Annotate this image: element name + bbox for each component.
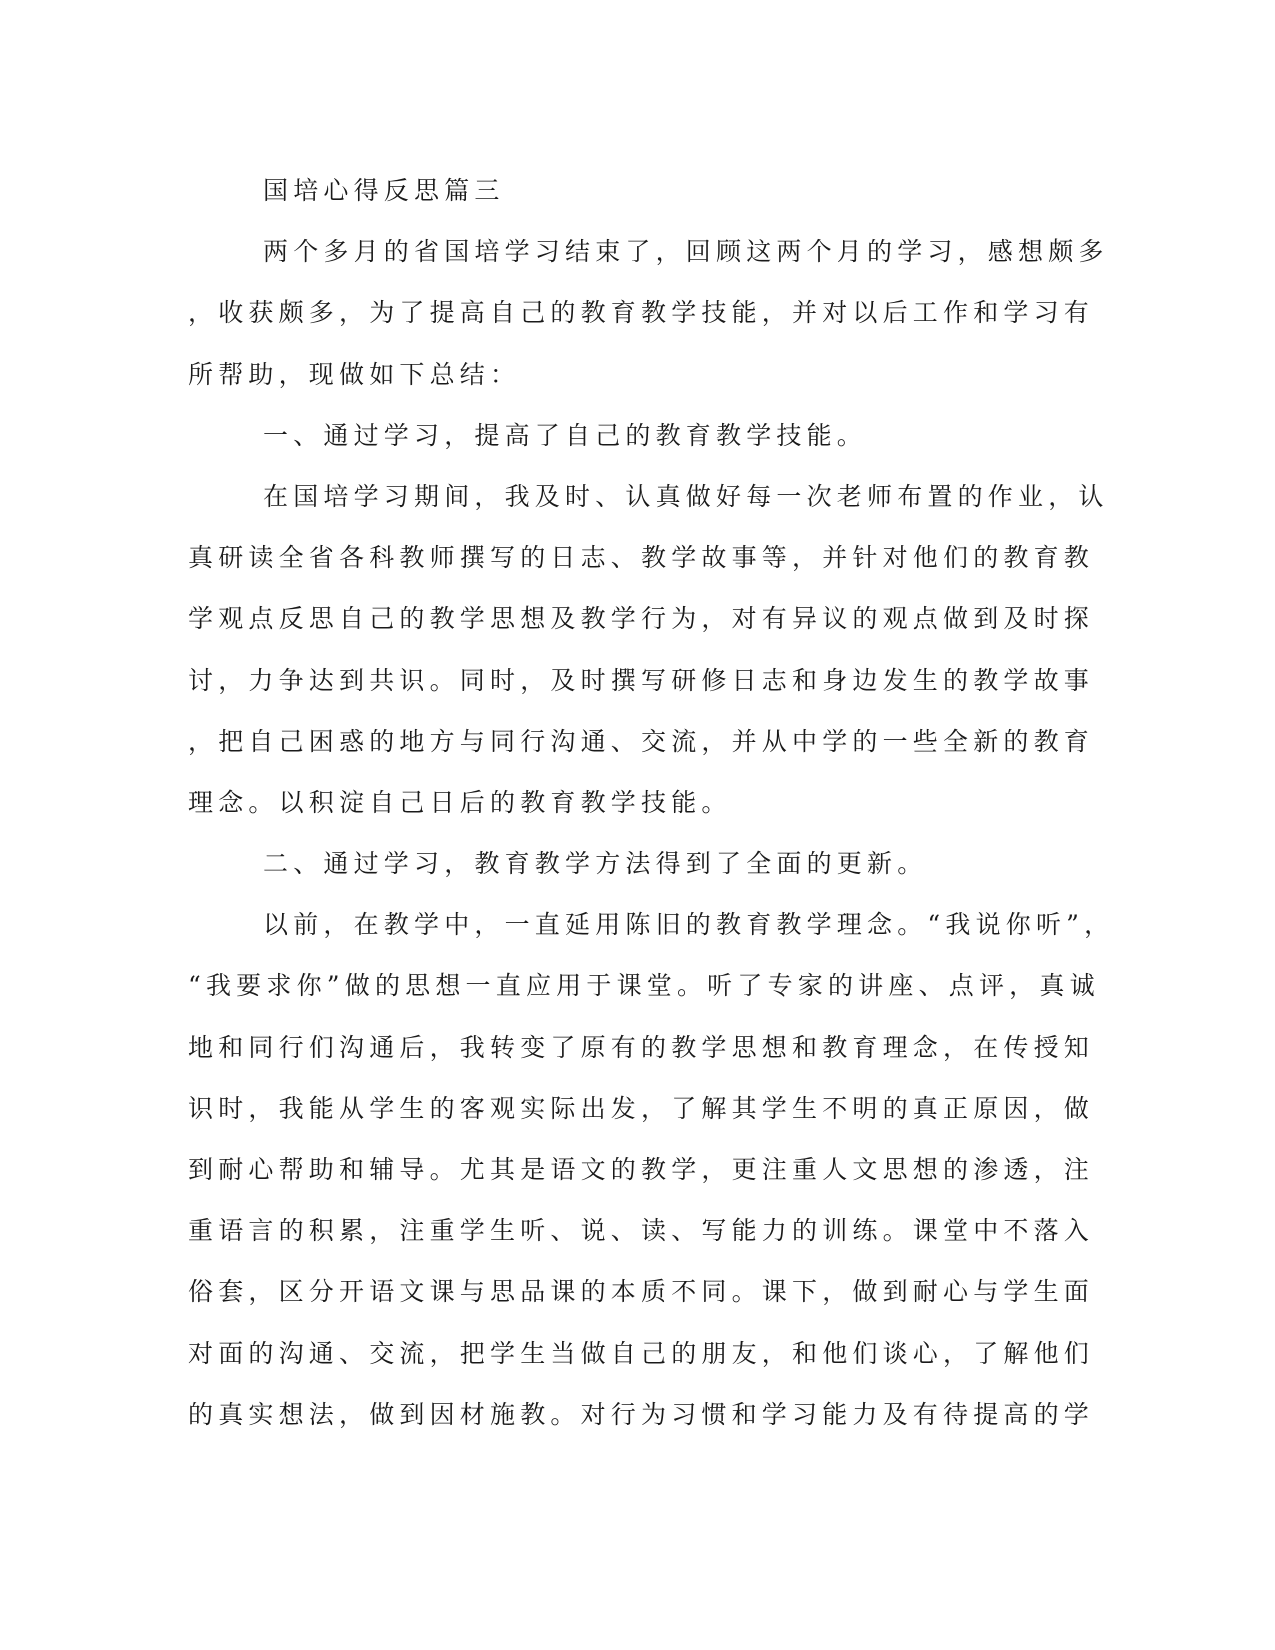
text-line: 到耐心帮助和辅导。尤其是语文的教学，更注重人文思想的渗透，注 — [188, 1155, 1095, 1184]
text-line: 两个多月的省国培学习结束了，回顾这两个月的学习，感想颇多 — [263, 237, 1109, 267]
text-line: 的真实想法，做到因材施教。对行为习惯和学习能力及有待提高的学 — [188, 1399, 1095, 1429]
text-line: 所帮助，现做如下总结： — [188, 359, 521, 389]
text-line: 理念。以积淀自己日后的教育教学技能。 — [188, 787, 732, 817]
text-line: 真研读全省各科教师撰写的日志、教学故事等，并针对他们的教育教 — [188, 543, 1095, 573]
text-line: 俗套，区分开语文课与思品课的本质不同。课下，做到耐心与学生面 — [188, 1277, 1095, 1307]
text-line: 在国培学习期间，我及时、认真做好每一次老师布置的作业，认 — [263, 481, 1109, 511]
document-body — [188, 160, 1115, 1445]
document-title: 国培心得反思篇三 — [263, 176, 505, 205]
text-line: “我要求你”做的思想一直应用于课堂。听了专家的讲座、点评，真诚 — [188, 971, 1100, 1001]
text-line: ，把自己困惑的地方与同行沟通、交流，并从中学的一些全新的教育 — [188, 726, 1095, 756]
text-line: 地和同行们沟通后，我转变了原有的教学思想和教育理念，在传授知 — [188, 1032, 1095, 1062]
text-line: 对面的沟通、交流，把学生当做自己的朋友，和他们谈心，了解他们 — [188, 1338, 1095, 1368]
text-line: 以前，在教学中，一直延用陈旧的教育教学理念。“我说你听”， — [263, 910, 1115, 940]
text-line: 识时，我能从学生的客观实际出发，了解其学生不明的真正原因，做 — [188, 1093, 1095, 1123]
text-line: ，收获颇多，为了提高自己的教育教学技能，并对以后工作和学习有 — [188, 298, 1095, 328]
text-line: 二、通过学习，教育教学方法得到了全面的更新。 — [263, 849, 928, 879]
text-line: 讨，力争达到共识。同时，及时撰写研修日志和身边发生的教学故事 — [188, 665, 1095, 695]
text-line: 重语言的积累，注重学生听、说、读、写能力的训练。课堂中不落入 — [188, 1216, 1095, 1246]
document-lines — [188, 221, 1115, 1445]
text-line: 一、通过学习，提高了自己的教育教学技能。 — [263, 420, 868, 450]
text-line: 学观点反思自己的教学思想及教学行为，对有异议的观点做到及时探 — [188, 604, 1095, 634]
